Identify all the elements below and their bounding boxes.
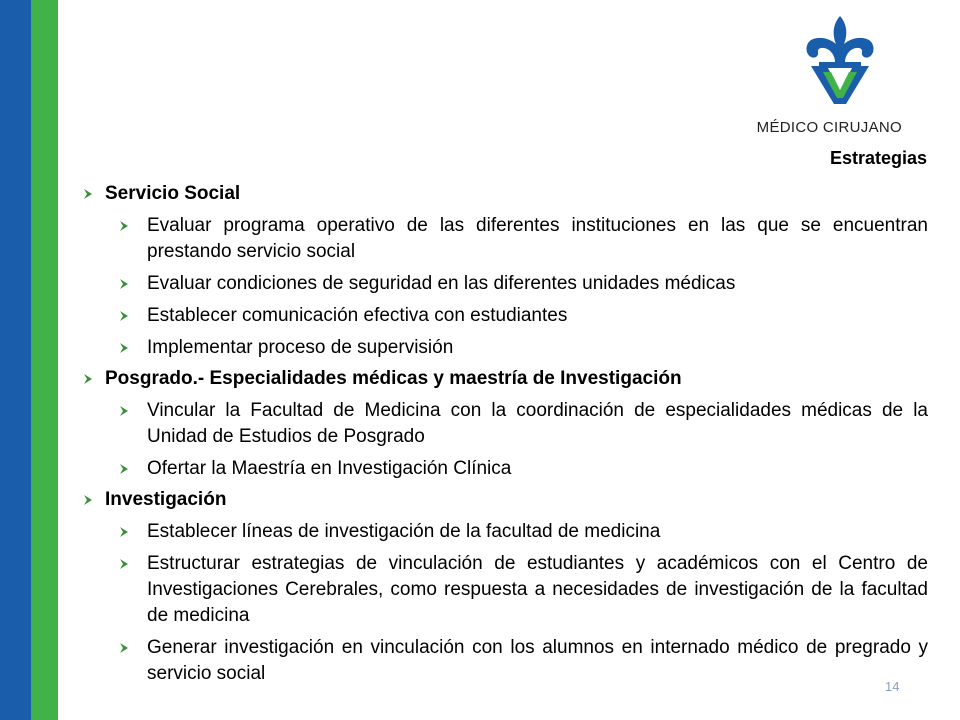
list-item: Ofertar la Maestría en Investigación Clínica	[78, 456, 928, 482]
section-title: Estrategias	[829, 148, 927, 168]
list-item: Vincular la Facultad de Medicina con la coordinación de especialidades médicas de la Unidad de Estudios de Posgrado	[78, 398, 928, 450]
arrow-bullet-icon	[118, 310, 130, 322]
strategy-list	[78, 176, 928, 687]
arrow-bullet-icon	[118, 342, 130, 354]
arrow-bullet-icon	[82, 494, 94, 506]
arrow-bullet-icon	[118, 642, 130, 654]
list-item-servicio-social: Servicio Social	[78, 181, 928, 207]
arrow-bullet-icon	[82, 373, 94, 385]
university-logo-icon	[799, 14, 881, 106]
arrow-bullet-icon	[118, 526, 130, 538]
list-item-investigacion: Investigación	[78, 487, 928, 513]
program-subtitle: MÉDICO CIRUJANO	[756, 119, 902, 136]
arrow-bullet-icon	[118, 558, 130, 570]
list-item: Evaluar condiciones de seguridad en las diferentes unidades médicas	[78, 271, 928, 297]
list-item: Implementar proceso de supervisión	[78, 335, 928, 361]
arrow-bullet-icon	[118, 463, 130, 475]
arrow-bullet-icon	[118, 278, 130, 290]
arrow-bullet-icon	[118, 220, 130, 232]
list-item: Estructurar estrategias de vinculación de estudiantes y académicos con el Centro de Investigaciones Cerebrales, como respuesta a necesidades de investigación de la facultad de medicina	[78, 551, 928, 629]
list-item: Establecer líneas de investigación de la facultad de medicina	[78, 519, 928, 545]
arrow-bullet-icon	[118, 405, 130, 417]
list-item: Generar investigación en vinculación con los alumnos en internado médico de pregrado y servicio social	[78, 635, 928, 687]
left-blue-bar	[0, 0, 31, 720]
list-item: Evaluar programa operativo de las diferentes instituciones en las que se encuentran prestando servicio social	[78, 213, 928, 265]
list-item-posgrado: Posgrado.- Especialidades médicas y maestría de Investigación	[78, 366, 928, 392]
left-green-bar	[31, 0, 58, 720]
arrow-bullet-icon	[82, 188, 94, 200]
list-item: Establecer comunicación efectiva con estudiantes	[78, 303, 928, 329]
page-number: 14	[885, 679, 900, 694]
